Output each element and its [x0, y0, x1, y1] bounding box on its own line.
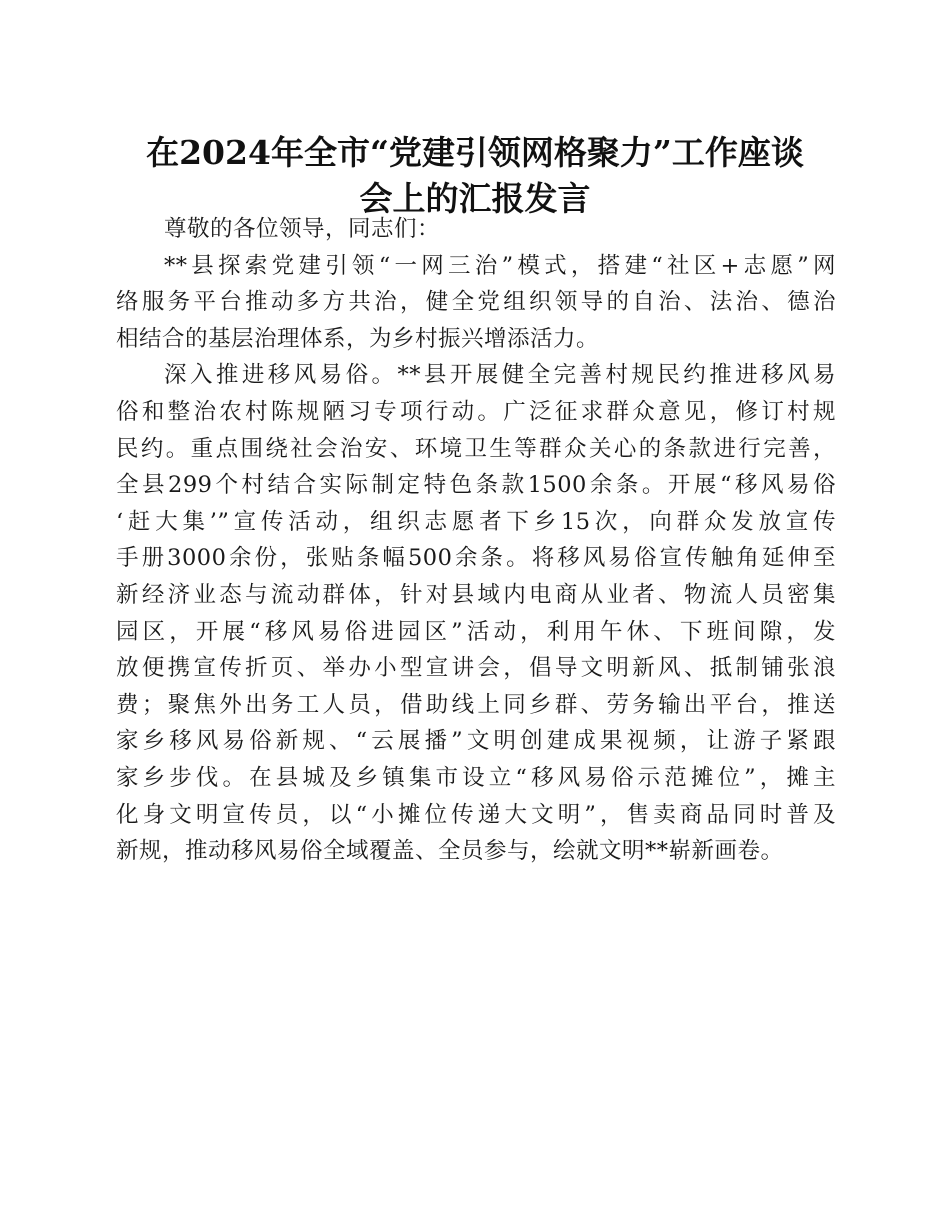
paragraph-line: 俗和整治农村陈规陋习专项行动。广泛征求群众意见，修订村规 — [116, 398, 836, 425]
paragraph-line: 相结合的基层治理体系，为乡村振兴增添活力。 — [116, 325, 600, 352]
paragraph-line: 络服务平台推动多方共治，健全党组织领导的自治、法治、德治 — [116, 289, 836, 316]
salutation-paragraph — [116, 211, 836, 248]
paragraph-line: ‘赶大集’”宣传活动，组织志愿者下乡15次，向群众发放宣传 — [116, 508, 836, 535]
paragraph-line: 深入推进移风易俗。**县开展健全完善村规民约推进移风易 — [164, 362, 836, 389]
paragraph-line: 放便携宣传折页、举办小型宣讲会，倡导文明新风、抵制铺张浪 — [116, 655, 836, 682]
document-body — [116, 211, 836, 870]
paragraph-line: 费；聚焦外出务工人员，借助线上同乡群、劳务输出平台，推送 — [116, 691, 836, 718]
paragraph-line: 家乡步伐。在县城及乡镇集市设立“移风易俗示范摊位”，摊主 — [116, 764, 836, 791]
salutation: 尊敬的各位领导，同志们： — [164, 216, 441, 242]
paragraph-line: 全县299个村结合实际制定特色条款1500余条。开展“移风易俗 — [116, 472, 836, 499]
paragraph-line: 手册3000余份，张贴条幅500余条。将移风易俗宣传触角延伸至 — [116, 545, 836, 572]
title-line-1: 在2024年全市“党建引领网格聚力”工作座谈 — [146, 133, 804, 172]
paragraph-line: 园区，开展“移风易俗进园区”活动，利用午休、下班间隙，发 — [116, 618, 836, 645]
paragraph-line: 民约。重点围绕社会治安、环境卫生等群众关心的条款进行完善， — [116, 435, 836, 462]
paragraph-line: 新规，推动移风易俗全域覆盖、全员参与，绘就文明**崭新画卷。 — [116, 838, 784, 865]
paragraph-line: 家乡移风易俗新规、“云展播”文明创建成果视频，让游子紧跟 — [116, 728, 836, 755]
document-title — [100, 130, 850, 222]
paragraph-line: **县探索党建引领“一网三治”模式，搭建“社区+志愿”网 — [164, 252, 836, 279]
intro-paragraph — [116, 248, 836, 358]
paragraph-line: 新经济业态与流动群体，针对县域内电商从业者、物流人员密集 — [116, 581, 836, 608]
title-line-2: 会上的汇报发言 — [359, 179, 591, 218]
paragraph-line: 化身文明宣传员，以“小摊位传递大文明”，售卖商品同时普及 — [116, 801, 836, 828]
customs-reform-paragraph — [116, 357, 836, 869]
